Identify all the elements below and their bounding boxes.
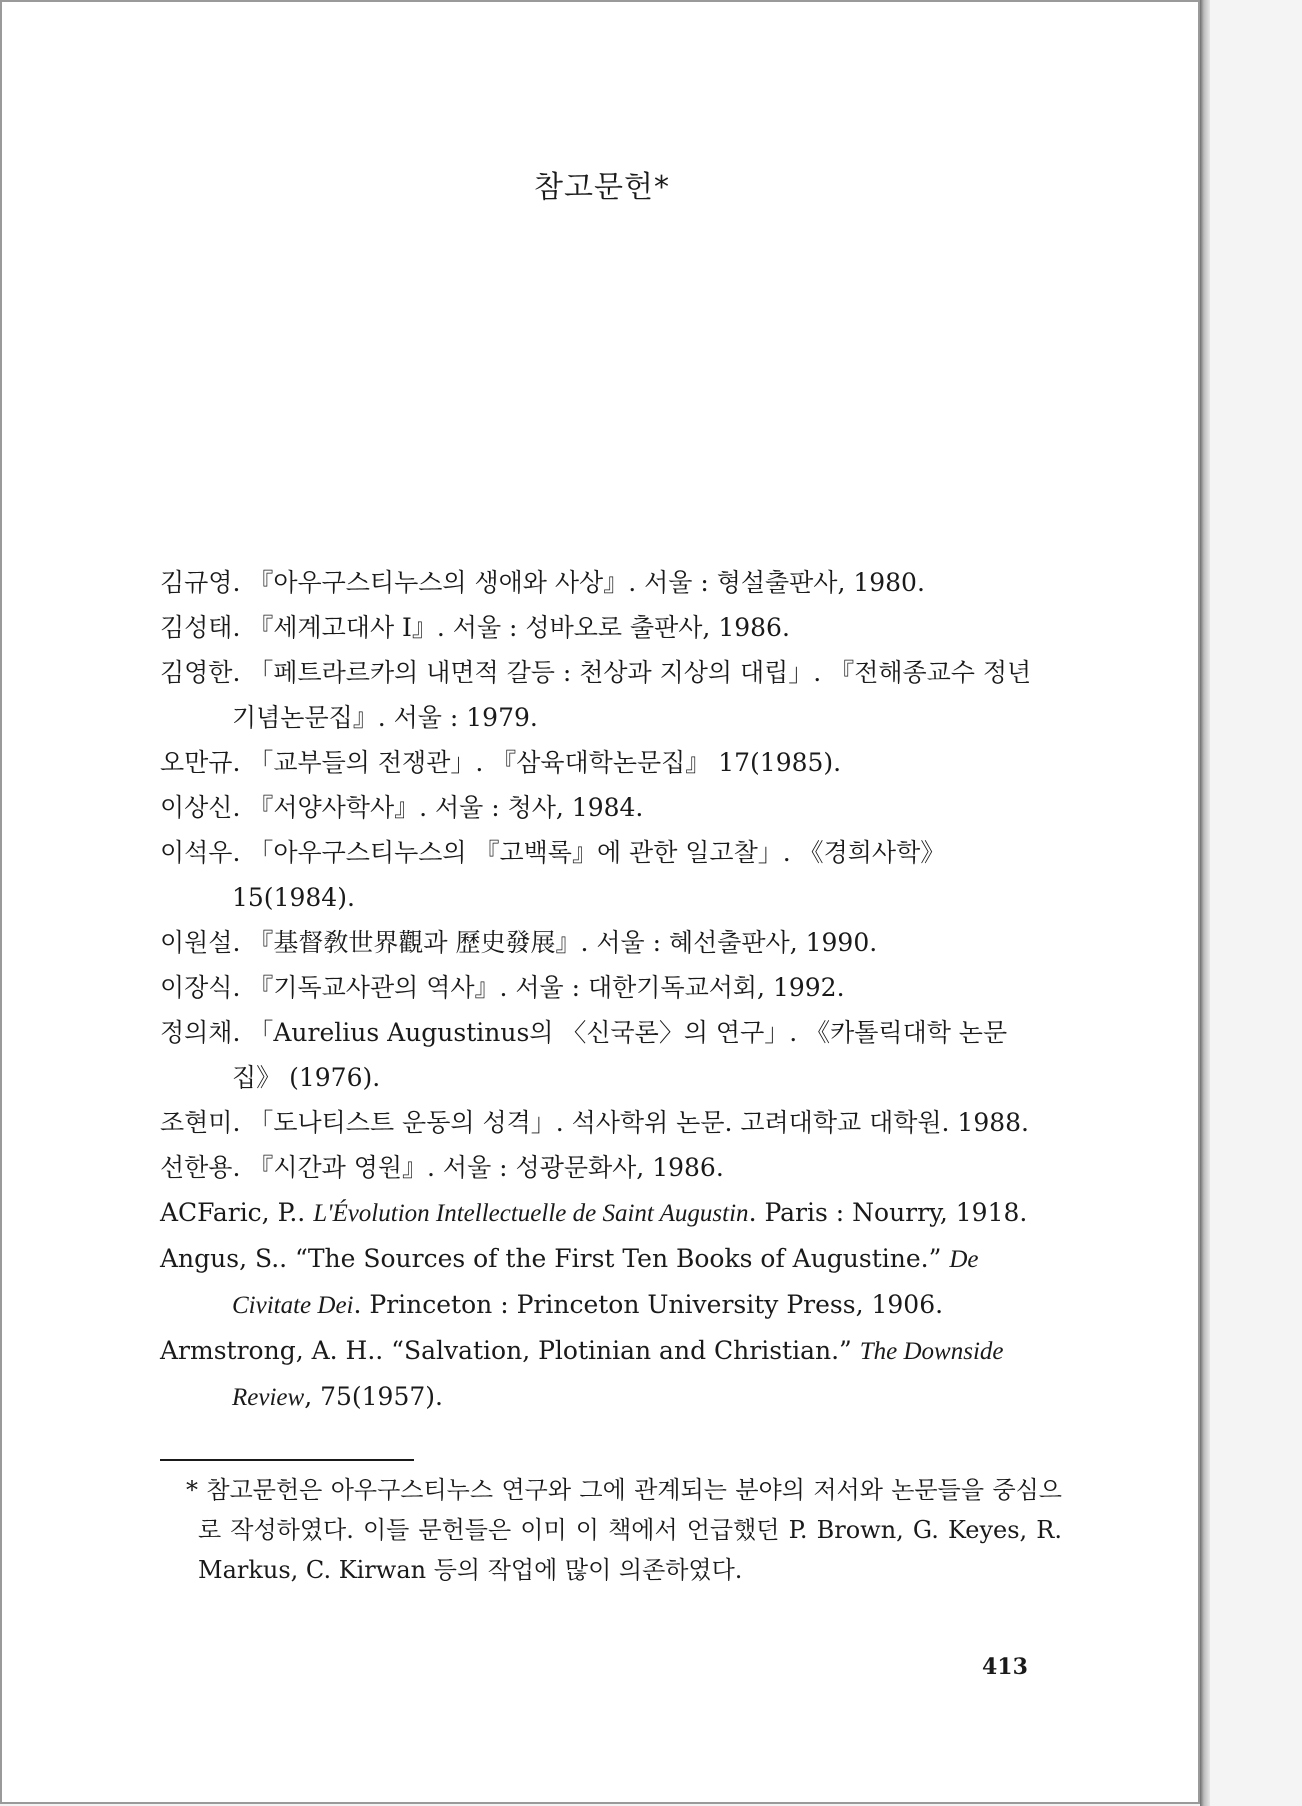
reference-list [160,560,1048,1420]
reference-entry: 김영한. 「페트라르카의 내면적 갈등 : 천상과 지상의 대립」. 『전해종교수 정년기념논문집』. 서울 : 1979. [160,658,1032,732]
page-title: 참고문헌* [534,170,670,205]
reference-entry: 이상신. 『서양사학사』. 서울 : 청사, 1984. [160,793,644,822]
reference-entry: 정의채. 「Aurelius Augustinus의 〈신국론〉의 연구」. 《카톨릭대학 논문집》 (1976). [160,1018,1008,1092]
reference-entry: 조현미. 「도나티스트 운동의 성격」. 석사학위 논문. 고려대학교 대학원. 1988. [160,1108,1029,1137]
reference-entry-western [160,1190,1048,1236]
reference-entry: 오만규. 「교부들의 전쟁관」. 『삼육대학논문집』 17(1985). [160,748,842,777]
reference-entry: 김규영. 『아우구스티누스의 생애와 사상』. 서울 : 형설출판사, 1980. [160,568,925,597]
footnote: * 참고문헌은 아우구스티누스 연구와 그에 관계되는 분야의 저서와 논문들을 중심으로 작성하였다. 이들 문헌들은 이미 이 책에서 언급했던 P. Brown, G. Keyes, R. Markus, C. Kirwan 등의 작업에 많이 의존하였다. [186,1476,1062,1584]
reference-entry-western [160,1236,1048,1328]
footnote-rule [160,1459,414,1461]
reference-italic-title: De Civitate Dei [232,1246,979,1319]
reference-italic-title: The Downside Review [232,1338,1004,1411]
reference-entry: 김성태. 『세계고대사 Ⅰ』. 서울 : 성바오로 출판사, 1986. [160,613,790,642]
reference-publication-part: , 75(1957). [304,1382,443,1411]
page-edge-shadow [1200,0,1210,1806]
reference-author-part: Armstrong, A. H.. “Salvation, Plotinian and Christian.” [160,1336,860,1365]
reference-publication-part: . Princeton : Princeton University Press, 1906. [353,1290,944,1319]
reference-entry: 이원설. 『基督敎世界觀과 歷史發展』. 서울 : 혜선출판사, 1990. [160,928,878,957]
reference-entry: 선한용. 『시간과 영원』. 서울 : 성광문화사, 1986. [160,1153,724,1182]
reference-entry-western [160,1328,1048,1420]
reference-publication-part: . Paris : Nourry, 1918. [748,1198,1028,1227]
reference-entry: 이장식. 『기독교사관의 역사』. 서울 : 대한기독교서회, 1992. [160,973,845,1002]
reference-italic-title: L'Évolution Intellectuelle de Saint Augustin [313,1200,749,1227]
reference-entry: 이석우. 「아우구스티누스의 『고백록』에 관한 일고찰」. 《경희사학》 15(1984). [160,838,946,912]
reference-author-part: Angus, S.. “The Sources of the First Ten Books of Augustine.” [160,1244,950,1273]
reference-author-part: ACFaric, P.. [160,1198,314,1227]
page-number: 413 [982,1654,1028,1680]
